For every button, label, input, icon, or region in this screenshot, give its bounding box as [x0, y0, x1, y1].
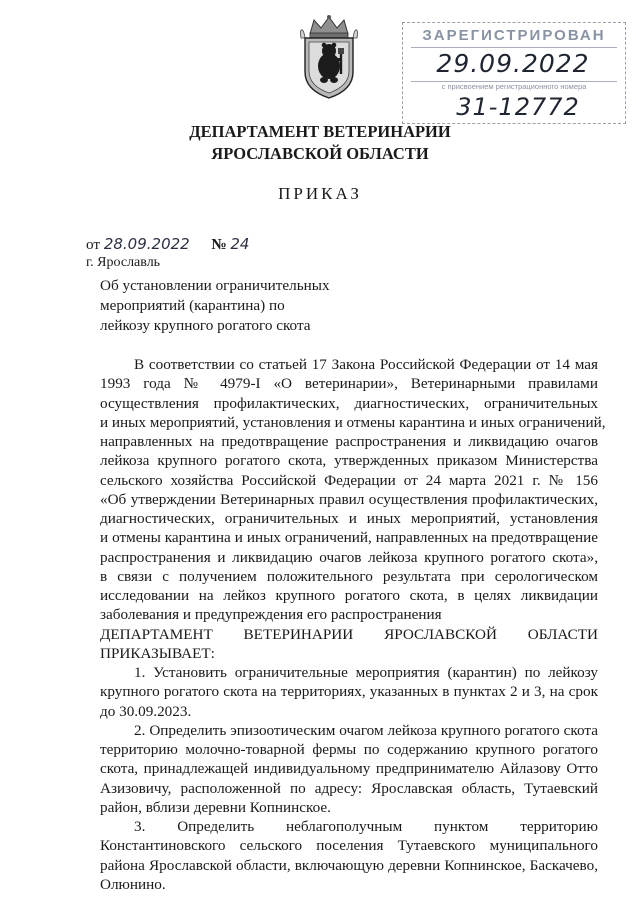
body-line: район, вблизи деревни Копнинское. — [100, 798, 331, 816]
stamp-caption: с присвоением регистрационного номера — [441, 82, 587, 91]
stamp-date: 29.09.2022 — [436, 49, 590, 78]
subject-line: лейкозу крупного рогатого скота — [100, 317, 311, 334]
document-type-title: ПРИКАЗ — [278, 184, 362, 203]
registration-stamp — [402, 22, 626, 124]
body-line: ПРИКАЗЫВАЕТ: — [100, 644, 215, 662]
body-line: диагностических, ограничительных и иных мероприятий, установления — [100, 510, 598, 527]
body-line: территорию молочно-товарной фермы по содержанию крупного рогатого — [100, 741, 598, 758]
body-line: «Об утверждении Ветеринарных правил осуществления профилактических, — [100, 490, 598, 508]
body-line: Константиновского сельского поселения Тутаевского муниципального — [100, 837, 598, 855]
body-line: распространения и ликвидацию очагов лейкоза крупного рогатого скота», — [100, 548, 598, 566]
body-line: ДЕПАРТАМЕНТ ВЕТЕРИНАРИИ ЯРОСЛАВСКОЙ ОБЛАСТИ — [100, 625, 598, 643]
body-line: 1993 года № 4979-I «О ветеринарии», Ветеринарными правилами — [100, 375, 598, 393]
body-line: 3. Определить неблагополучным пунктом территорию — [134, 818, 598, 835]
body-line: Азизовичу, расположенной по адресу: Ярославская область, Тутаевский — [100, 779, 598, 797]
body-line: направленных на предотвращение распространения и ликвидацию очагов — [100, 433, 598, 450]
stamp-registration-number: 31-12772 — [456, 93, 580, 121]
order-date: 28.09.2022 — [103, 235, 190, 253]
body-line: до 30.09.2023. — [100, 702, 192, 720]
department-name-line-2: ЯРОСЛАВСКОЙ ОБЛАСТИ — [211, 144, 429, 163]
body-line: района Ярославской области, включающую деревни Копнинское, Баскачево, — [100, 856, 598, 874]
body-line: сельского хозяйства Российской Федерации от 24 марта 2021 г. № 156 — [100, 471, 598, 489]
crown-icon — [310, 15, 348, 38]
body-line: заболевания и предупреждения его распространения — [100, 606, 442, 624]
subject-line: мероприятий (карантина) по — [100, 297, 285, 314]
body-line: и отмены карантина и иных ограничений, направленных на предотвращение — [100, 529, 598, 547]
body-line: лейкоза крупного рогатого скота, утвержденных приказом Министерства — [100, 452, 598, 470]
subject-line: Об установлении ограничительных — [100, 277, 330, 294]
body-line: и иных мероприятий, установления и отмены карантина и иных ограничений, — [100, 413, 606, 431]
body-line: Олюнино. — [100, 875, 166, 893]
stamp-title: ЗАРЕГИСТРИРОВАН — [422, 27, 606, 44]
body-line: осуществления профилактических, диагностических, ограничительных — [100, 394, 598, 412]
body-line: скота, принадлежащей индивидуальному предпринимателю Айлазову Отто — [100, 760, 598, 778]
body-line: В соответствии со статьей 17 Закона Российской Федерации от 14 мая — [134, 356, 598, 373]
body-line: исследовании на лейкоз крупного рогатого скота, в целях ликвидации — [100, 587, 598, 604]
order-date-number-line — [86, 234, 249, 255]
body-line: в связи с получением положительного результата при серологическом — [100, 567, 598, 585]
city-label: г. Ярославль — [86, 255, 161, 270]
order-number: 24 — [230, 235, 250, 253]
coat-of-arms-emblem — [296, 14, 362, 100]
body-line: крупного рогатого скота на территориях, указанных в пунктах 2 и 3, на срок — [100, 683, 598, 701]
department-name-line-1: ДЕПАРТАМЕНТ ВЕТЕРИНАРИИ — [189, 122, 451, 141]
stamp-divider — [411, 47, 617, 48]
number-label: № — [211, 236, 227, 253]
body-line: 1. Установить ограничительные мероприятия (карантин) по лейкозу — [134, 664, 598, 681]
date-label: от — [86, 236, 101, 253]
body-line: 2. Определить эпизоотическим очагом лейкоза крупного рогатого скота — [134, 721, 598, 739]
